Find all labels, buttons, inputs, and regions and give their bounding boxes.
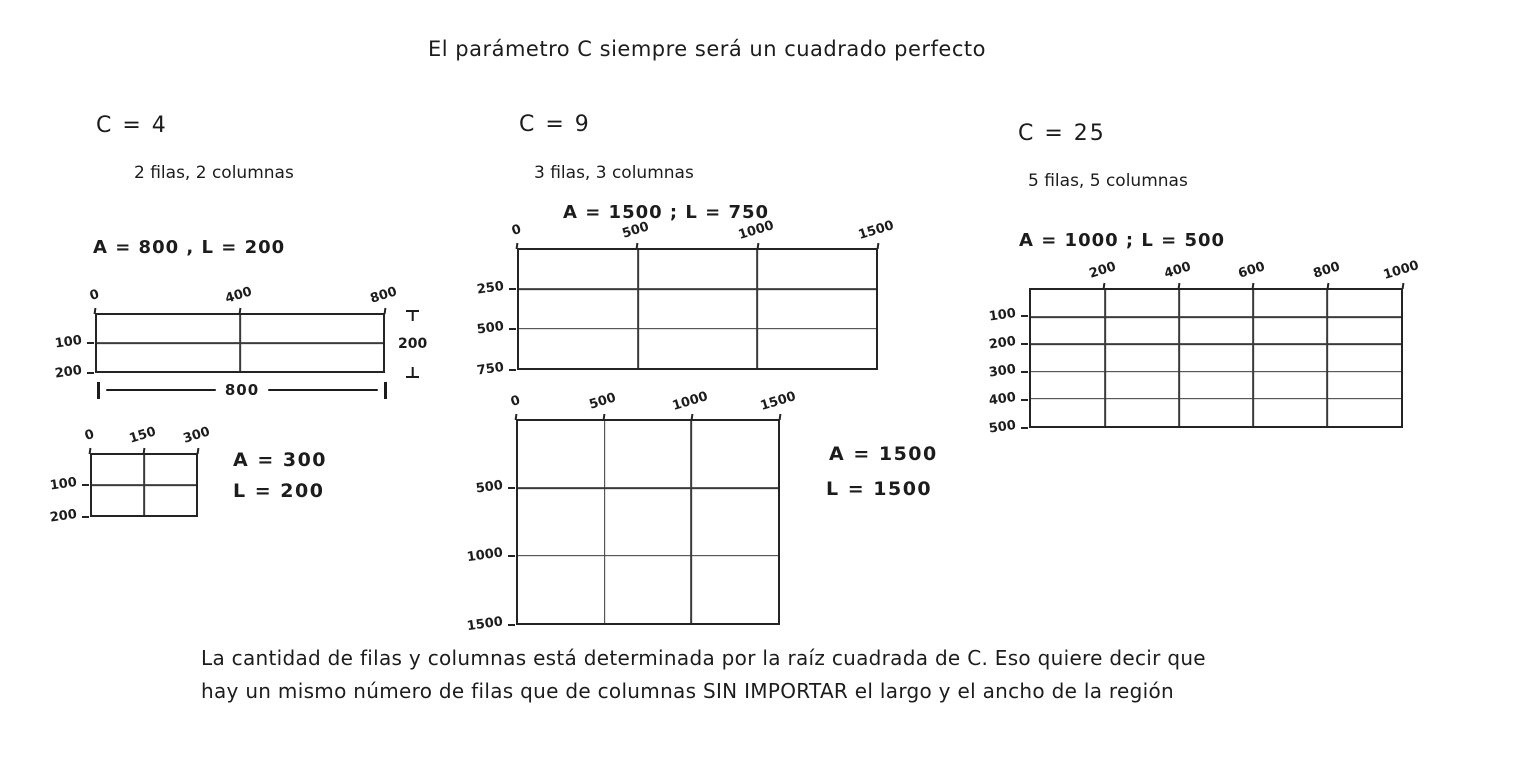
grid-outline [1029, 288, 1403, 428]
section-c4-params: A = 800 , L = 200 [93, 237, 286, 258]
y-tick-label: 100 [53, 332, 83, 352]
x-tick-label: 500 [587, 390, 618, 413]
grid-c4-main [53, 284, 428, 399]
section-c25-label: C = 25 [1018, 121, 1106, 146]
y-tick-label: 500 [987, 417, 1017, 437]
x-tick-label: 400 [223, 284, 254, 307]
page-title: El parámetro C siempre será un cuadrado perfecto [428, 37, 986, 61]
grid-column-line [756, 250, 758, 368]
y-tick-mark [508, 487, 515, 489]
y-tick-mark [87, 342, 94, 344]
grid-outline [516, 419, 780, 625]
y-tick-mark [1021, 315, 1028, 317]
x-tick-label: 1000 [1381, 258, 1421, 283]
x-tick-label: 800 [1311, 259, 1343, 282]
grid-row-line [518, 555, 778, 557]
x-tick-mark [197, 448, 200, 454]
dimension-line [268, 389, 378, 392]
y-tick-mark [82, 516, 89, 518]
dimension-line [106, 389, 216, 392]
grid-column-line [1252, 290, 1254, 426]
x-tick-label: 1500 [856, 218, 896, 243]
y-tick-mark [1021, 399, 1028, 401]
x-tick-label: 0 [83, 427, 97, 444]
grid-c25 [987, 258, 1421, 437]
x-tick-label: 1000 [670, 389, 710, 414]
y-tick-mark [1021, 427, 1028, 429]
x-tick-mark [877, 243, 880, 249]
y-tick-label: 500 [475, 319, 505, 338]
x-tick-label: 200 [1087, 259, 1118, 282]
y-tick-label: 250 [475, 278, 505, 298]
x-tick-label: 600 [1236, 259, 1268, 282]
grid-column-line [1178, 290, 1180, 426]
section-c9-size-label: 3 filas, 3 columnas [534, 163, 694, 183]
grid-row-line [1031, 371, 1401, 373]
grid-c4-small-area-label: A = 300 [233, 449, 328, 471]
y-tick-mark [82, 484, 89, 486]
x-tick-mark [1402, 283, 1405, 289]
dimension-top-cap [406, 310, 419, 319]
x-tick-mark [1177, 283, 1180, 289]
dimension-left-cap [97, 382, 100, 399]
section-c4-size-label: 2 filas, 2 columnas [134, 163, 294, 183]
grid-c9-square-area-label: A = 1500 [829, 443, 938, 465]
x-tick-label: 400 [1162, 259, 1193, 282]
section-c9-label: C = 9 [519, 112, 591, 137]
grid-outline [517, 248, 878, 370]
section-c25-params: A = 1000 ; L = 500 [1019, 230, 1226, 251]
grid-c9-square-length-label: L = 1500 [826, 478, 933, 500]
y-tick-label: 200 [53, 362, 83, 382]
grid-row-line [519, 328, 876, 330]
grid-row-line [518, 487, 778, 489]
grid-column-line [690, 421, 692, 623]
y-tick-label: 200 [987, 333, 1017, 353]
grid-row-line [92, 484, 196, 486]
x-tick-label: 150 [127, 424, 158, 447]
grid-row-line [97, 342, 383, 344]
y-tick-label: 400 [987, 389, 1017, 409]
x-tick-label: 0 [510, 222, 524, 239]
y-tick-mark [509, 369, 516, 371]
dimension-right-cap [384, 382, 387, 399]
x-tick-label: 300 [181, 424, 212, 447]
grid-column-line [1104, 290, 1106, 426]
width-dimension-label: 800 [224, 381, 260, 399]
grid-row-line [1031, 316, 1401, 318]
y-tick-label: 500 [474, 477, 504, 497]
width-dimension [97, 381, 387, 399]
grid-column-line [637, 250, 639, 368]
y-tick-mark [1021, 343, 1028, 345]
y-tick-label: 750 [475, 359, 505, 379]
y-tick-mark [87, 372, 94, 374]
grid-c4-small [48, 424, 212, 526]
y-tick-label: 200 [48, 506, 78, 526]
y-tick-label: 100 [48, 474, 78, 494]
x-tick-label: 1000 [736, 218, 776, 243]
section-c25-size-label: 5 filas, 5 columnas [1028, 171, 1188, 191]
grid-outline [95, 313, 385, 373]
y-tick-mark [508, 624, 515, 626]
y-tick-label: 1500 [465, 614, 504, 635]
grid-row-line [519, 288, 876, 290]
grid-c9-square [465, 389, 798, 635]
x-tick-label: 500 [620, 219, 652, 242]
footer-line-2: hay un mismo número de filas que de columnas SIN IMPORTAR el largo y el ancho de la región [201, 679, 1174, 703]
y-tick-mark [1021, 371, 1028, 373]
y-tick-mark [509, 288, 516, 290]
y-tick-label: 300 [987, 361, 1017, 381]
section-c4-label: C = 4 [96, 113, 168, 138]
y-tick-label: 1000 [465, 545, 504, 566]
x-tick-label: 0 [88, 287, 102, 304]
footer-line-1: La cantidad de filas y columnas está determinada por la raíz cuadrada de C. Eso quiere decir que [201, 646, 1206, 670]
grid-column-line [604, 421, 606, 623]
height-dimension [398, 310, 427, 378]
y-tick-mark [509, 328, 516, 330]
dimension-bottom-cap [406, 369, 419, 378]
grid-column-line [1326, 290, 1328, 426]
grid-c4-small-length-label: L = 200 [233, 480, 325, 502]
x-tick-mark [756, 243, 759, 249]
x-tick-mark [384, 308, 387, 314]
grid-c9-wide [475, 218, 896, 379]
section-c9-params: A = 1500 ; L = 750 [563, 202, 770, 223]
y-tick-mark [508, 555, 515, 557]
x-tick-label: 800 [368, 284, 399, 307]
x-tick-mark [779, 414, 782, 420]
y-tick-label: 100 [987, 305, 1017, 325]
x-tick-label: 1500 [758, 389, 798, 414]
grid-row-line [1031, 398, 1401, 400]
x-tick-label: 0 [509, 393, 523, 410]
height-dimension-label: 200 [398, 336, 428, 352]
grid-outline [90, 453, 198, 517]
grid-row-line [1031, 344, 1401, 346]
